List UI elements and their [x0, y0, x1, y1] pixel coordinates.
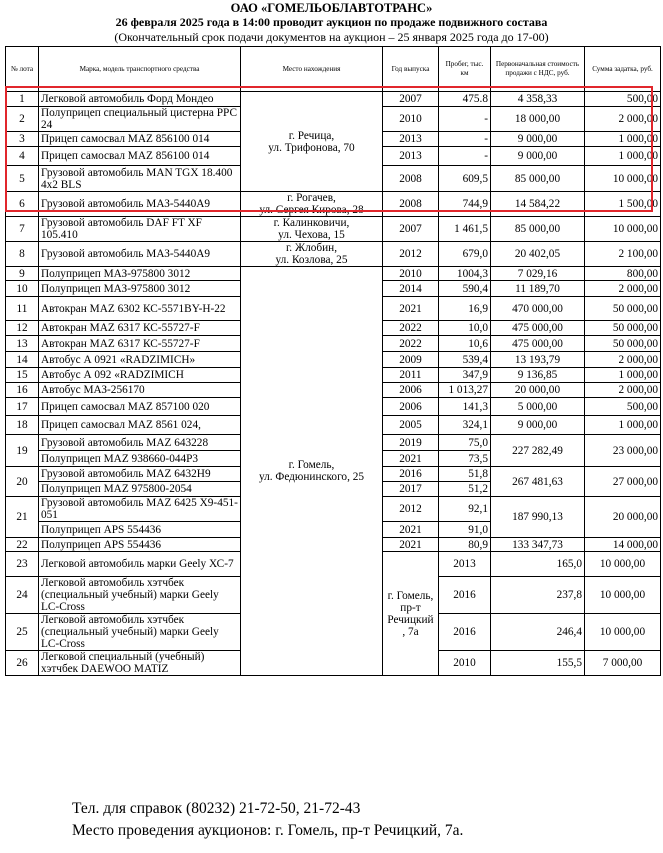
deadline-note: (Окончательный срок подачи документов на аукцион – 25 января 2025 года до 17-00) — [114, 30, 549, 44]
vehicle-model: Прицеп самосвал MAZ 856100 014 — [39, 132, 241, 147]
year-cell: 2016 — [439, 577, 491, 614]
year-cell: 2022 — [383, 336, 439, 352]
vehicle-model: Полуприцеп специальный цистерна РРС 24 — [39, 107, 241, 132]
vehicle-model: Грузовой автомобиль MAZ 643228 — [39, 435, 241, 451]
vehicle-model: Автобус А 092 «RADZIMICH — [39, 368, 241, 383]
lot-number: 10 — [6, 281, 39, 297]
company-title: ОАО «ГОМЕЛЬОБЛАВТОТРАНС» — [230, 1, 433, 15]
price-cell: 475 000,00 — [491, 321, 585, 336]
vehicle-model: Легковой автомобиль хэтчбек (специальный учебный) марки Geely LC-Cross — [39, 577, 241, 614]
location-line: ул. Сергея Кирова, 28 — [259, 204, 364, 216]
year-cell: 2013 — [383, 147, 439, 166]
mileage-cell: 16,9 — [439, 297, 491, 321]
lot-number: 20 — [6, 467, 39, 497]
location-line: ул. Чехова, 15 — [278, 229, 345, 241]
lot-number: 6 — [6, 192, 39, 217]
lot-number: 18 — [6, 416, 39, 435]
price-cell: 18 000,00 — [491, 107, 585, 132]
deposit-cell: 2 000,00 — [585, 352, 661, 368]
vehicle-model: Полуприцеп МАЗ-975800 3012 — [39, 267, 241, 281]
mileage-cell: 10,0 — [439, 321, 491, 336]
deposit-cell: 10 000,00 — [585, 217, 661, 242]
price-cell: 14 584,22 — [491, 192, 585, 217]
location-line: г. Гомель, — [387, 589, 434, 602]
auction-announcement: 26 февраля 2025 года в 14:00 проводит аукцион по продаже подвижного состава — [115, 15, 548, 29]
price-cell: 9 000,00 — [491, 132, 585, 147]
mileage-cell: 73,5 — [439, 451, 491, 467]
lot-number: 14 — [6, 352, 39, 368]
location-line: г. Речица, — [288, 129, 335, 142]
year-cell: 2005 — [383, 416, 439, 435]
lot-number: 5 — [6, 166, 39, 192]
vehicle-model: Автобус МАЗ-256170 — [39, 383, 241, 398]
deposit-cell: 14 000,00 — [585, 538, 661, 552]
vehicle-model: Грузовой автомобиль МАЗ-5440А9 — [39, 242, 241, 267]
vehicle-model: Грузовой автомобиль MAN TGX 18.400 4x2 BLS — [39, 166, 241, 192]
lot-number: 15 — [6, 368, 39, 383]
table-header-row — [6, 47, 661, 92]
vehicle-model: Легковой автомобиль хэтчбек (специальный учебный) марки Geely LC-Cross — [39, 614, 241, 651]
lot-number: 13 — [6, 336, 39, 352]
price-cell: 20 000,00 — [491, 383, 585, 398]
mileage-cell: 1 461,5 — [439, 217, 491, 242]
mileage-cell: 80,9 — [439, 538, 491, 552]
table-row — [6, 92, 661, 107]
lot-number: 22 — [6, 538, 39, 552]
deposit-cell: 27 000,00 — [585, 467, 661, 497]
year-cell: 2007 — [383, 217, 439, 242]
location-cell — [383, 552, 439, 676]
price-cell: 5 000,00 — [491, 398, 585, 416]
year-cell: 2014 — [383, 281, 439, 297]
lot-number: 3 — [6, 132, 39, 147]
deposit-cell: 50 000,00 — [585, 336, 661, 352]
vehicle-model: Прицеп самосвал MAZ 857100 020 — [39, 398, 241, 416]
year-cell: 2006 — [383, 398, 439, 416]
mileage-cell: 679,0 — [439, 242, 491, 267]
mileage-cell: 324,1 — [439, 416, 491, 435]
price-cell: 10 000,00 — [585, 577, 661, 614]
mileage-cell: 609,5 — [439, 166, 491, 192]
vehicle-model: Полуприцеп APS 554436 — [39, 538, 241, 552]
year-cell: 2022 — [383, 321, 439, 336]
mileage-cell: 141,3 — [439, 398, 491, 416]
price-cell: 7 000,00 — [585, 651, 661, 676]
price-cell: 85 000,00 — [491, 217, 585, 242]
col-location: Место нахождения — [241, 47, 383, 92]
location-cell — [241, 217, 383, 242]
price-cell: 4 358,33 — [491, 92, 585, 107]
year-cell: 2011 — [383, 368, 439, 383]
deposit-cell: 50 000,00 — [585, 321, 661, 336]
mileage-cell: 155,5 — [491, 651, 585, 676]
col-price: Первоначальная стоимость продажи с НДС, руб. — [491, 47, 585, 92]
lot-number: 25 — [6, 614, 39, 651]
lot-number: 7 — [6, 217, 39, 242]
year-cell: 2016 — [439, 614, 491, 651]
year-cell: 2013 — [439, 552, 491, 577]
deposit-cell: 1 500,00 — [585, 192, 661, 217]
vehicle-model: Полуприцеп APS 554436 — [39, 522, 241, 538]
price-cell: 133 347,73 — [491, 538, 585, 552]
col-year: Год выпуска — [383, 47, 439, 92]
year-cell: 2021 — [383, 297, 439, 321]
vehicle-model: Автокран MAZ 6317 КС-55727-F — [39, 336, 241, 352]
deposit-cell: 500,00 — [585, 398, 661, 416]
lot-number: 26 — [6, 651, 39, 676]
deposit-cell: 10 000,00 — [585, 166, 661, 192]
deposit-cell: 500,00 — [585, 92, 661, 107]
year-cell: 2012 — [383, 242, 439, 267]
vehicle-model: Полуприцеп MAZ 938660-044Р3 — [39, 451, 241, 467]
year-cell: 2010 — [439, 651, 491, 676]
price-cell: 475 000,00 — [491, 336, 585, 352]
deposit-cell: 2 000,00 — [585, 281, 661, 297]
year-cell: 2009 — [383, 352, 439, 368]
price-cell: 85 000,00 — [491, 166, 585, 192]
deposit-cell: 23 000,00 — [585, 435, 661, 467]
mileage-cell: 475.8 — [439, 92, 491, 107]
price-cell: 9 000,00 — [491, 416, 585, 435]
lot-number: 23 — [6, 552, 39, 577]
year-cell: 2012 — [383, 497, 439, 522]
mileage-cell: - — [439, 107, 491, 132]
location-cell — [241, 267, 383, 676]
deposit-cell: 800,00 — [585, 267, 661, 281]
year-cell: 2006 — [383, 383, 439, 398]
year-cell: 2021 — [383, 451, 439, 467]
price-cell: 20 402,05 — [491, 242, 585, 267]
year-cell: 2019 — [383, 435, 439, 451]
price-cell: 470 000,00 — [491, 297, 585, 321]
location-line: пр-т Речицкий , 7а — [387, 601, 434, 638]
mileage-cell: - — [439, 132, 491, 147]
year-cell: 2021 — [383, 538, 439, 552]
mileage-cell: 539,4 — [439, 352, 491, 368]
mileage-cell: 51,8 — [439, 467, 491, 482]
lots-table — [5, 46, 661, 676]
year-cell: 2010 — [383, 267, 439, 281]
location-line: ул. Козлова, 25 — [275, 254, 348, 266]
deposit-cell: 1 000,00 — [585, 132, 661, 147]
mileage-cell: 1004,3 — [439, 267, 491, 281]
phone-info: Тел. для справок (80232) 21-72-50, 21-72-43 — [72, 800, 361, 817]
venue-info: Место проведения аукционов: г. Гомель, пр-т Речицкий, 7а. — [72, 822, 464, 839]
table-row — [6, 217, 661, 242]
vehicle-model: Грузовой автомобиль MAZ 6432H9 — [39, 467, 241, 482]
vehicle-model: Прицеп самосвал MAZ 856100 014 — [39, 147, 241, 166]
vehicle-model: Полуприцеп МАЗ-975800 3012 — [39, 281, 241, 297]
year-cell: 2016 — [383, 467, 439, 482]
lot-number: 19 — [6, 435, 39, 467]
price-cell: 11 189,70 — [491, 281, 585, 297]
mileage-cell: 1 013,27 — [439, 383, 491, 398]
table-row — [6, 267, 661, 281]
vehicle-model: Автобус А 0921 «RADZIMICH» — [39, 352, 241, 368]
year-cell: 2013 — [383, 132, 439, 147]
vehicle-model: Прицеп самосвал MAZ 8561 024, — [39, 416, 241, 435]
price-cell: 9 136,85 — [491, 368, 585, 383]
lot-number: 2 — [6, 107, 39, 132]
lot-number: 17 — [6, 398, 39, 416]
location-line: ул. Трифонова, 70 — [268, 141, 355, 154]
price-cell: 267 481,63 — [491, 467, 585, 497]
lot-number: 16 — [6, 383, 39, 398]
deposit-cell: 1 000,00 — [585, 368, 661, 383]
location-line: ул. Федюнинского, 25 — [258, 471, 365, 483]
mileage-cell: 744,9 — [439, 192, 491, 217]
col-model: Марка, модель транспортного средства — [39, 47, 241, 92]
mileage-cell: - — [439, 147, 491, 166]
vehicle-model: Грузовой автомобиль DAF FT XF 105.410 — [39, 217, 241, 242]
deposit-cell: 2 000,00 — [585, 107, 661, 132]
year-cell: 2008 — [383, 192, 439, 217]
location-cell — [241, 192, 383, 217]
mileage-cell: 246,4 — [491, 614, 585, 651]
col-deposit: Сумма задатка, руб. — [585, 47, 661, 92]
price-cell: 227 282,49 — [491, 435, 585, 467]
deposit-cell: 50 000,00 — [585, 297, 661, 321]
deposit-cell: 20 000,00 — [585, 497, 661, 538]
vehicle-model: Автокран MAZ 6302 КС-5571BY-H-22 — [39, 297, 241, 321]
mileage-cell: 237,8 — [491, 577, 585, 614]
location-line: г. Жлобин, — [285, 242, 338, 254]
lot-number: 24 — [6, 577, 39, 614]
mileage-cell: 347,9 — [439, 368, 491, 383]
mileage-cell: 165,0 — [491, 552, 585, 577]
vehicle-model: Грузовой автомобиль МАЗ-5440А9 — [39, 192, 241, 217]
lot-number: 12 — [6, 321, 39, 336]
year-cell: 2017 — [383, 482, 439, 497]
col-lot: № лота — [6, 47, 39, 92]
vehicle-model: Легковой автомобиль марки Geely ХС-7 — [39, 552, 241, 577]
year-cell: 2010 — [383, 107, 439, 132]
location-cell — [241, 92, 383, 192]
location-cell — [241, 242, 383, 267]
table-row — [6, 242, 661, 267]
price-cell: 7 029,16 — [491, 267, 585, 281]
lot-number: 1 — [6, 92, 39, 107]
lot-number: 8 — [6, 242, 39, 267]
deposit-cell: 2 000,00 — [585, 383, 661, 398]
table-row — [6, 192, 661, 217]
vehicle-model: Автокран MAZ 6317 КС-55727-F — [39, 321, 241, 336]
location-line: г. Рогачев, — [287, 192, 336, 204]
vehicle-model: Легковой специальный (учебный) хэтчбек DAEWOO MATIZ — [39, 651, 241, 676]
vehicle-model: Легковой автомобиль Форд Мондео — [39, 92, 241, 107]
year-cell: 2021 — [383, 522, 439, 538]
deposit-cell: 1 000,00 — [585, 147, 661, 166]
deposit-cell: 2 100,00 — [585, 242, 661, 267]
price-cell: 13 193,79 — [491, 352, 585, 368]
vehicle-model: Грузовой автомобиль MAZ 6425 Х9-451-051 — [39, 497, 241, 522]
price-cell: 10 000,00 — [585, 614, 661, 651]
lot-number: 4 — [6, 147, 39, 166]
vehicle-model: Полуприцеп MAZ 975800-2054 — [39, 482, 241, 497]
mileage-cell: 51,2 — [439, 482, 491, 497]
mileage-cell: 590,4 — [439, 281, 491, 297]
year-cell: 2008 — [383, 166, 439, 192]
price-cell: 187 990,13 — [491, 497, 585, 538]
year-cell: 2007 — [383, 92, 439, 107]
location-line: г. Гомель, — [288, 459, 335, 471]
price-cell: 9 000,00 — [491, 147, 585, 166]
mileage-cell: 75,0 — [439, 435, 491, 451]
price-cell: 10 000,00 — [585, 552, 661, 577]
location-line: г. Калинковичи, — [273, 217, 350, 229]
lot-number: 9 — [6, 267, 39, 281]
col-mileage: Пробег, тыс. км — [439, 47, 491, 92]
lot-number: 21 — [6, 497, 39, 538]
mileage-cell: 10,6 — [439, 336, 491, 352]
mileage-cell: 92,1 — [439, 497, 491, 522]
deposit-cell: 1 000,00 — [585, 416, 661, 435]
mileage-cell: 91,0 — [439, 522, 491, 538]
lot-number: 11 — [6, 297, 39, 321]
